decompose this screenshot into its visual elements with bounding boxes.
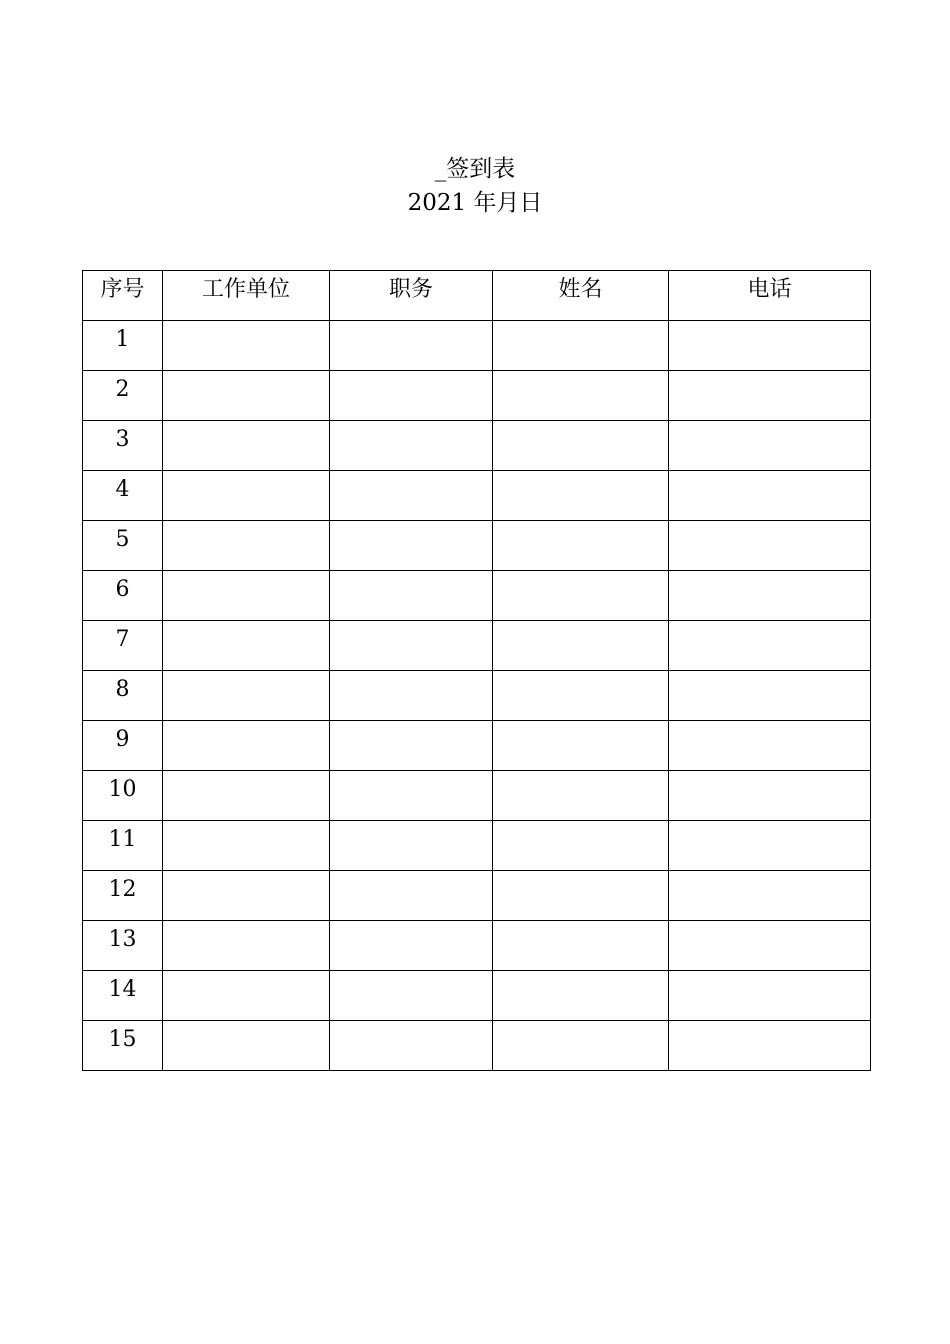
work-unit-cell[interactable] — [163, 921, 330, 971]
work-unit-cell[interactable] — [163, 971, 330, 1021]
table-row — [83, 571, 871, 621]
name-cell[interactable] — [493, 871, 669, 921]
work-unit-cell[interactable] — [163, 821, 330, 871]
header-work-unit: 工作单位 — [163, 271, 330, 321]
phone-cell[interactable] — [669, 621, 871, 671]
table-row — [83, 821, 871, 871]
phone-cell[interactable] — [669, 521, 871, 571]
position-cell[interactable] — [330, 971, 493, 1021]
header-serial-number: 序号 — [83, 271, 163, 321]
position-cell[interactable] — [330, 721, 493, 771]
work-unit-cell[interactable] — [163, 421, 330, 471]
header-position: 职务 — [330, 271, 493, 321]
work-unit-cell[interactable] — [163, 621, 330, 671]
name-cell[interactable] — [493, 421, 669, 471]
row-serial-number: 14 — [83, 971, 163, 1021]
work-unit-cell[interactable] — [163, 571, 330, 621]
phone-cell[interactable] — [669, 321, 871, 371]
phone-cell[interactable] — [669, 871, 871, 921]
phone-cell[interactable] — [669, 371, 871, 421]
header-phone: 电话 — [669, 271, 871, 321]
table-row — [83, 921, 871, 971]
document-title: _签到表 — [434, 156, 516, 182]
work-unit-cell[interactable] — [163, 871, 330, 921]
work-unit-cell[interactable] — [163, 771, 330, 821]
table-row — [83, 721, 871, 771]
table-row — [83, 671, 871, 721]
phone-cell[interactable] — [669, 971, 871, 1021]
work-unit-cell[interactable] — [163, 671, 330, 721]
name-cell[interactable] — [493, 821, 669, 871]
position-cell[interactable] — [330, 871, 493, 921]
position-cell[interactable] — [330, 371, 493, 421]
table-row — [83, 971, 871, 1021]
position-cell[interactable] — [330, 421, 493, 471]
table-row — [83, 771, 871, 821]
table-row — [83, 1021, 871, 1071]
phone-cell[interactable] — [669, 571, 871, 621]
document-date: 2021 年月日 — [407, 190, 543, 216]
row-serial-number: 12 — [83, 871, 163, 921]
name-cell[interactable] — [493, 771, 669, 821]
table-body — [83, 321, 871, 1071]
position-cell[interactable] — [330, 771, 493, 821]
position-cell[interactable] — [330, 621, 493, 671]
row-serial-number: 2 — [83, 371, 163, 421]
name-cell[interactable] — [493, 1021, 669, 1071]
phone-cell[interactable] — [669, 771, 871, 821]
position-cell[interactable] — [330, 821, 493, 871]
table-row — [83, 871, 871, 921]
table-row — [83, 471, 871, 521]
title-block — [0, 152, 950, 220]
work-unit-cell[interactable] — [163, 1021, 330, 1071]
name-cell[interactable] — [493, 371, 669, 421]
position-cell[interactable] — [330, 921, 493, 971]
row-serial-number: 8 — [83, 671, 163, 721]
work-unit-cell[interactable] — [163, 371, 330, 421]
work-unit-cell[interactable] — [163, 471, 330, 521]
work-unit-cell[interactable] — [163, 721, 330, 771]
position-cell[interactable] — [330, 471, 493, 521]
row-serial-number: 11 — [83, 821, 163, 871]
table-row — [83, 421, 871, 471]
work-unit-cell[interactable] — [163, 321, 330, 371]
table-row — [83, 371, 871, 421]
table-row — [83, 521, 871, 571]
position-cell[interactable] — [330, 521, 493, 571]
position-cell[interactable] — [330, 321, 493, 371]
phone-cell[interactable] — [669, 421, 871, 471]
name-cell[interactable] — [493, 971, 669, 1021]
position-cell[interactable] — [330, 671, 493, 721]
row-serial-number: 15 — [83, 1021, 163, 1071]
phone-cell[interactable] — [669, 1021, 871, 1071]
row-serial-number: 5 — [83, 521, 163, 571]
phone-cell[interactable] — [669, 721, 871, 771]
row-serial-number: 3 — [83, 421, 163, 471]
row-serial-number: 9 — [83, 721, 163, 771]
name-cell[interactable] — [493, 621, 669, 671]
name-cell[interactable] — [493, 921, 669, 971]
row-serial-number: 13 — [83, 921, 163, 971]
phone-cell[interactable] — [669, 471, 871, 521]
name-cell[interactable] — [493, 721, 669, 771]
row-serial-number: 6 — [83, 571, 163, 621]
row-serial-number: 10 — [83, 771, 163, 821]
row-serial-number: 4 — [83, 471, 163, 521]
table-header-row — [83, 271, 871, 321]
position-cell[interactable] — [330, 571, 493, 621]
phone-cell[interactable] — [669, 821, 871, 871]
phone-cell[interactable] — [669, 671, 871, 721]
phone-cell[interactable] — [669, 921, 871, 971]
sign-in-table — [82, 270, 871, 1071]
row-serial-number: 7 — [83, 621, 163, 671]
header-name: 姓名 — [493, 271, 669, 321]
name-cell[interactable] — [493, 471, 669, 521]
name-cell[interactable] — [493, 321, 669, 371]
name-cell[interactable] — [493, 521, 669, 571]
position-cell[interactable] — [330, 1021, 493, 1071]
row-serial-number: 1 — [83, 321, 163, 371]
table-row — [83, 321, 871, 371]
name-cell[interactable] — [493, 571, 669, 621]
work-unit-cell[interactable] — [163, 521, 330, 571]
table-row — [83, 621, 871, 671]
name-cell[interactable] — [493, 671, 669, 721]
